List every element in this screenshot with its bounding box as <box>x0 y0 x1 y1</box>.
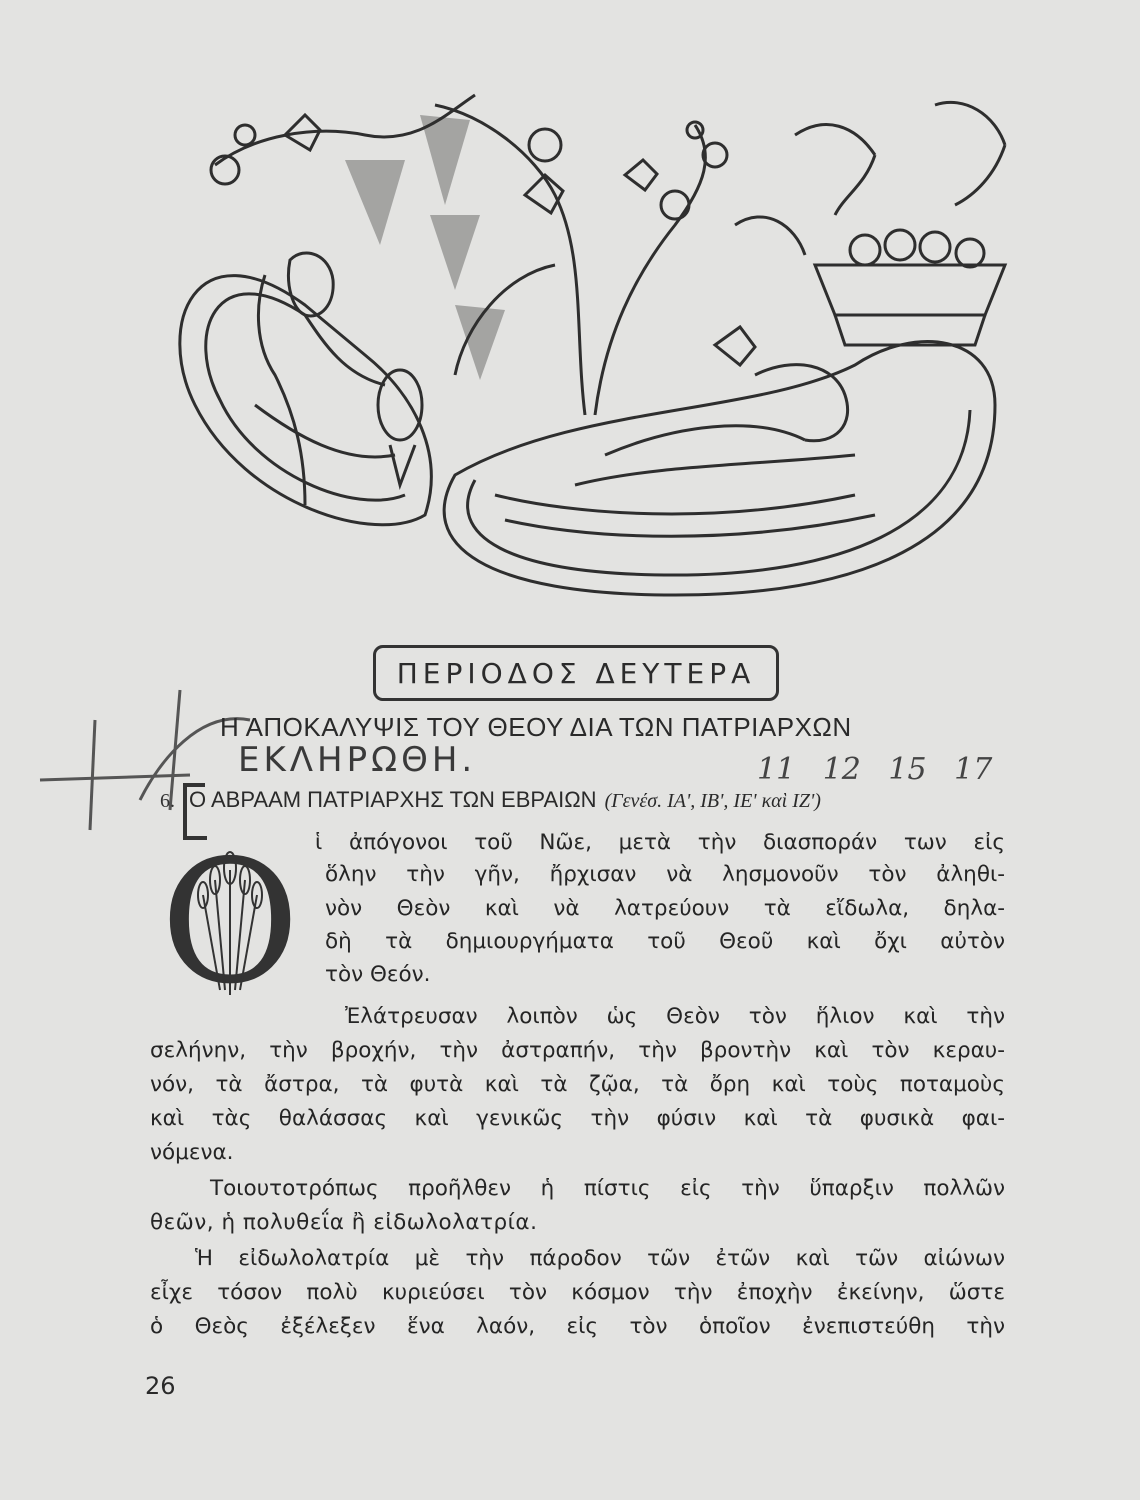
text-line: ὁ Θεὸς ἐξέλεξεν ἕνα λαόν, εἰς τὸν ὁποῖον ἐνεπιστεύθη τὴν <box>150 1314 1005 1339</box>
text-line: θεῶν, ἡ πολυθεΐα ἢ εἰδωλολατρία. <box>150 1210 538 1235</box>
text-line: νόμενα. <box>150 1140 234 1165</box>
text-line: ἱ ἀπόγονοι τοῦ Νῶε, μετὰ τὴν διασποράν των εἰς <box>315 830 1005 855</box>
text-line: τὸν Θεόν. <box>325 962 431 987</box>
drop-cap-letter: Ο <box>160 823 300 1022</box>
section-heading <box>160 787 1020 813</box>
text-line: Ἐλάτρευσαν λοιπὸν ὡς Θεὸν τὸν ἥλιον καὶ τὴν <box>345 1004 1005 1029</box>
text-line: καὶ τὰς θαλάσσας καὶ γενικῶς τὴν φύσιν καὶ τὰ φυσικὰ φαι- <box>150 1106 1005 1131</box>
page-number: 26 <box>145 1372 176 1400</box>
section-reference: (Γενέσ. ΙΑ', ΙΒ', ΙΕ' καὶ ΙΖ') <box>604 790 821 812</box>
chapter-title: Η ΑΠΟΚΑΛΥΨΙΣ ΤΟΥ ΘΕΟΥ ΔΙΑ ΤΩΝ ΠΑΤΡΙΑΡΧΩΝ <box>220 712 852 742</box>
text-line: Ἡ εἰδωλολατρία μὲ τὴν πάροδον τῶν ἐτῶν καὶ τῶν αἰώνων <box>195 1246 1005 1271</box>
text-line: δὴ τὰ δημιουργήματα τοῦ Θεοῦ καὶ ὄχι αὐτὸν <box>325 929 1005 954</box>
text-line: Τοιουτοτρόπως προῆλθεν ἡ πίστις εἰς τὴν ὕπαρξιν πολλῶν <box>210 1176 1005 1201</box>
handwritten-annotation: ΕΚΛΗΡΩΘΗ. <box>238 740 477 780</box>
wheat-icon <box>155 823 305 1022</box>
text-line: νόν, τὰ ἄστρα, τὰ φυτὰ καὶ τὰ ζῷα, τὰ ὄρη καὶ τοὺς ποταμοὺς <box>150 1072 1005 1097</box>
section-title: Ο ΑΒΡΑΑΜ ΠΑΤΡΙΑΡΧΗΣ ΤΩΝ ΕΒΡΑΙΩΝ <box>189 787 597 812</box>
text-line: ὅλην τὴν γῆν, ἤρχισαν νὰ λησμονοῦν τὸν ἀληθι- <box>325 862 1005 887</box>
section-number: 6. <box>160 790 175 812</box>
vine-woodcut-illustration <box>155 75 1035 605</box>
text-line: νὸν Θεὸν καὶ νὰ λατρεύουν τὰ εἴδωλα, δηλα- <box>325 896 1005 921</box>
text-line: σελήνην, τὴν βροχήν, τὴν ἀστραπήν, τὴν βροντὴν καὶ τὸν κεραυ- <box>150 1038 1005 1063</box>
drop-cap <box>155 823 305 1022</box>
handwritten-numbers: 11 12 15 17 <box>757 752 993 787</box>
period-heading: ΠΕΡΙΟΔΟΣ ΔΕΥΤΕΡΑ <box>373 645 779 701</box>
text-line: εἶχε τόσον πολὺ κυριεύσει τὸν κόσμον τὴν ἐποχὴν ἐκείνην, ὥστε <box>150 1280 1005 1305</box>
